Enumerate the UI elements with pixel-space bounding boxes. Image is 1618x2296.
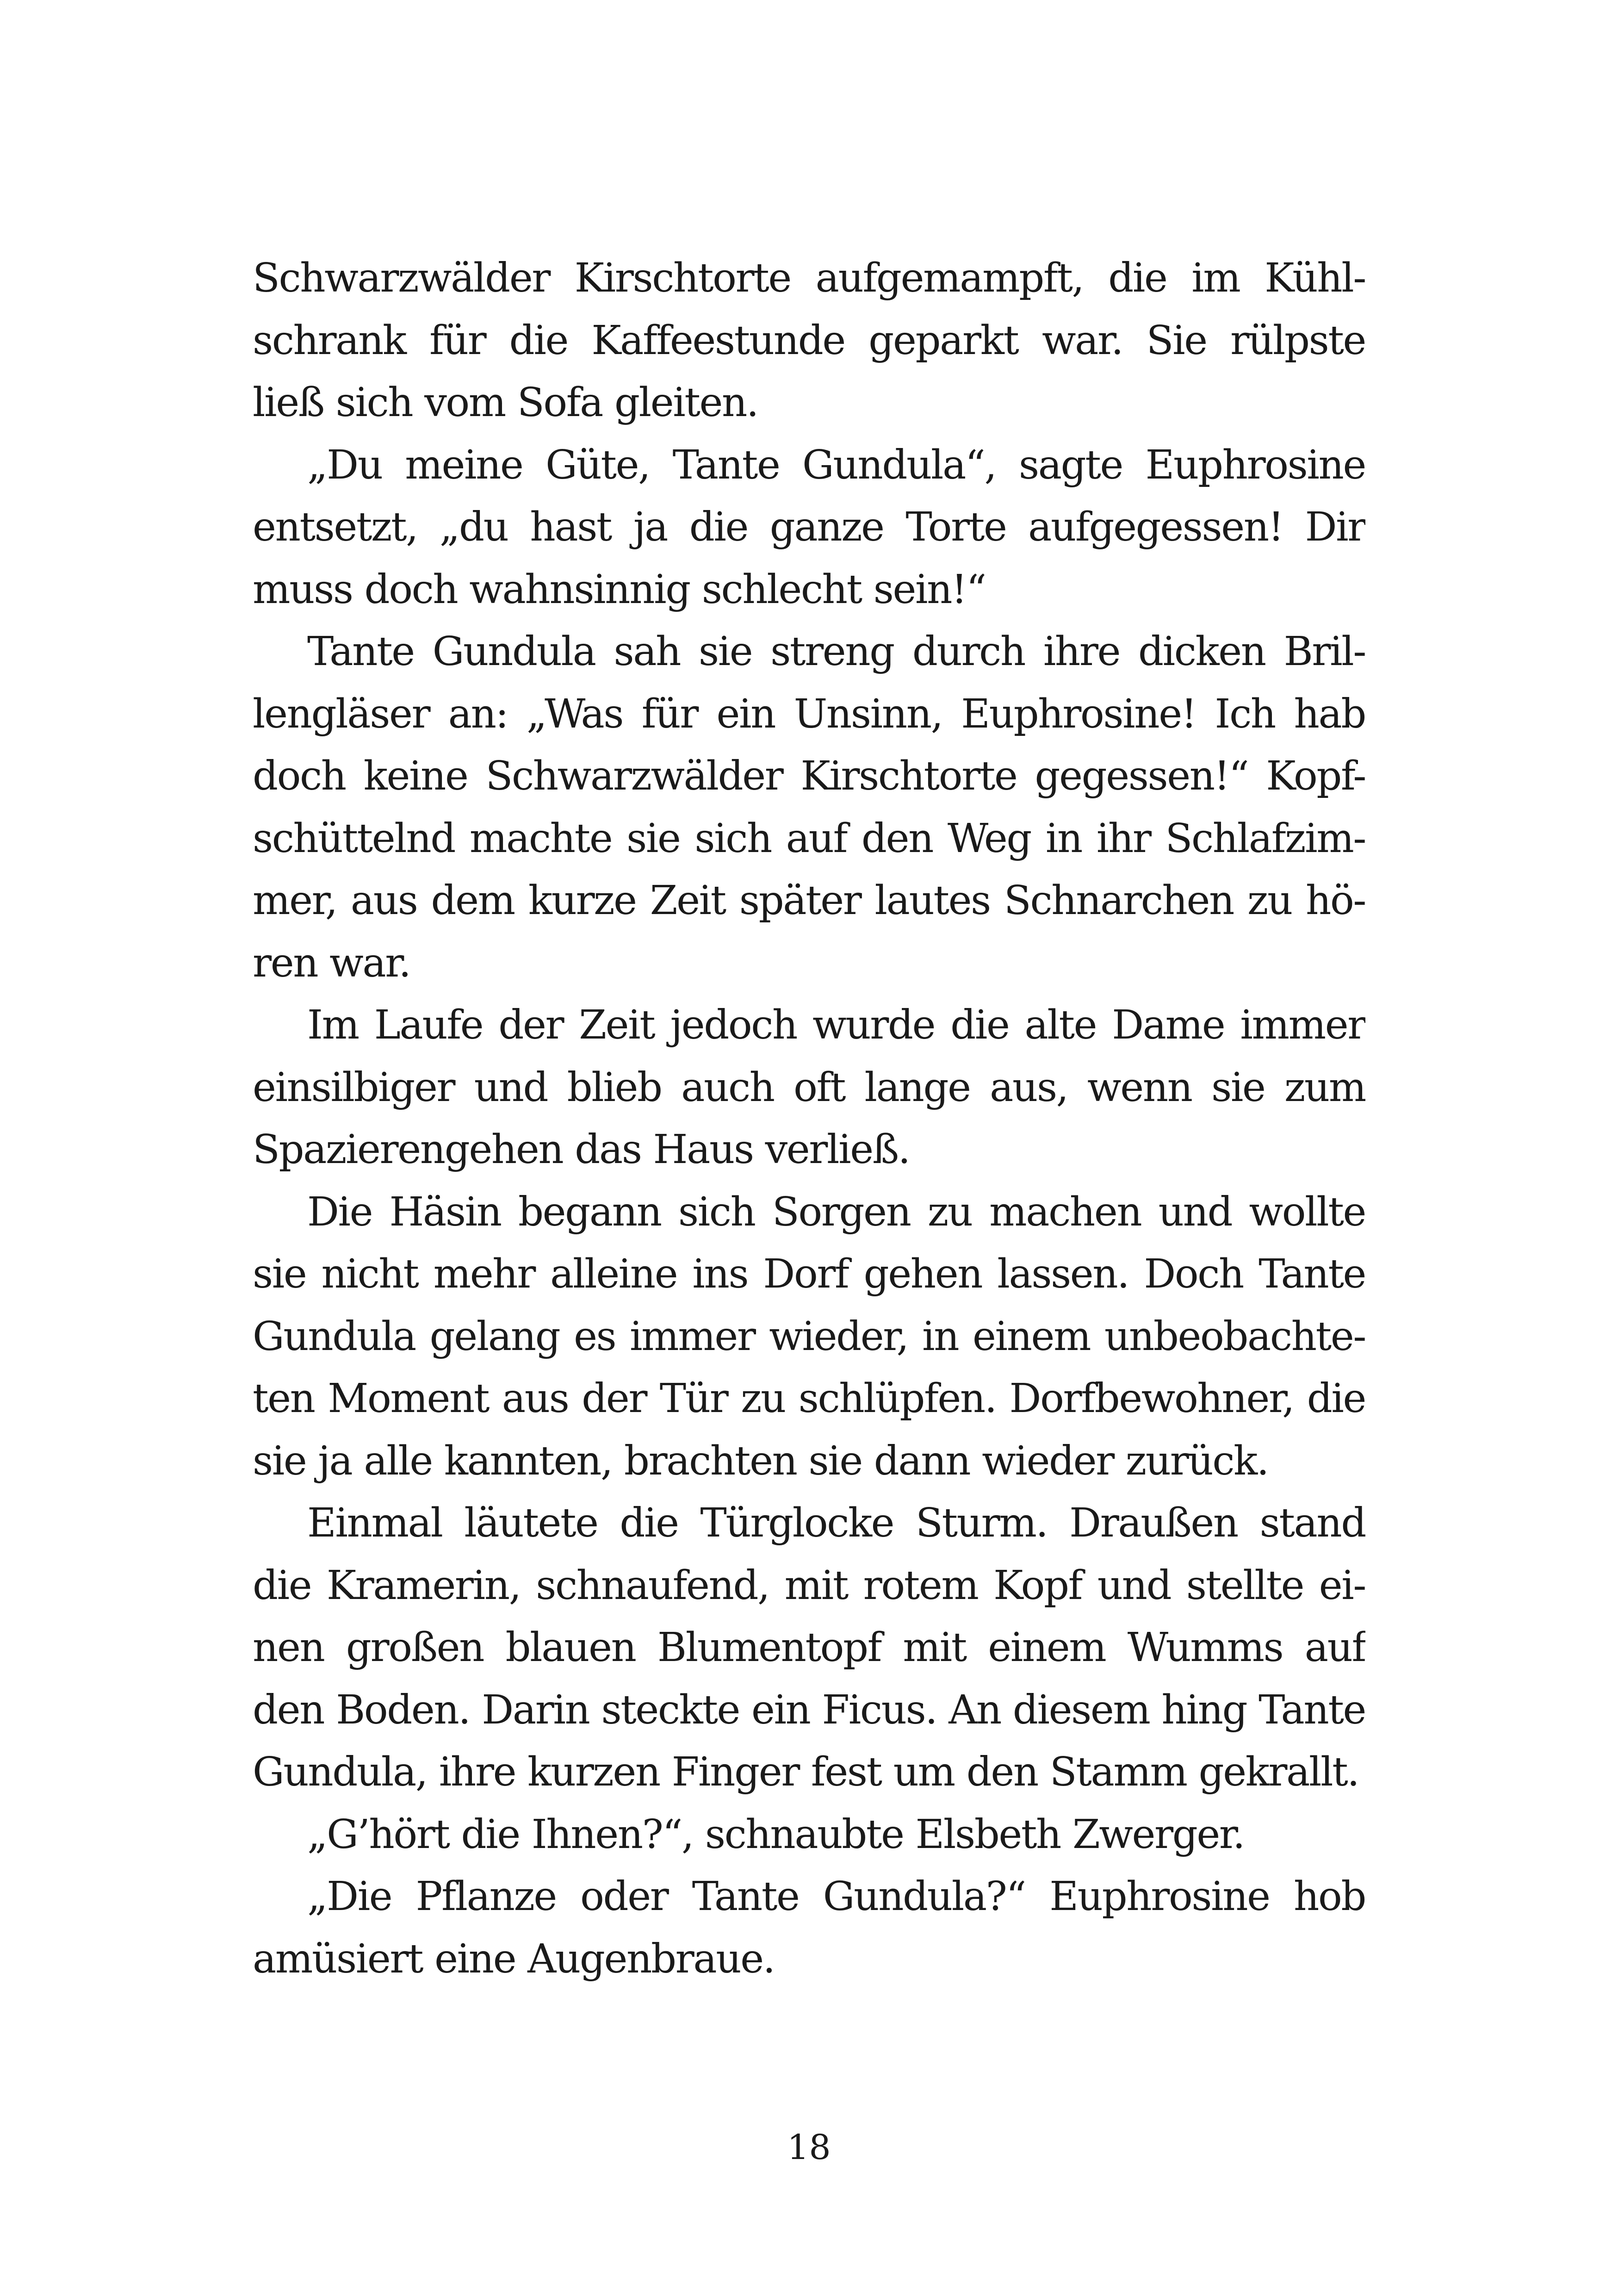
text-line: sie nicht mehr alleine ins Dorf gehen lassen. Doch Tante <box>253 1251 1365 1297</box>
text-line: Spazierengehen das Haus verließ. <box>253 1126 910 1173</box>
text-line: ten Moment aus der Tür zu schlüpfen. Dorfbewohner, die <box>253 1375 1365 1422</box>
text-line: doch keine Schwarzwälder Kirschtorte gegessen!“ Kopf- <box>253 753 1365 799</box>
text-line: den Boden. Darin steckte ein Ficus. An diesem hing Tante <box>253 1686 1365 1733</box>
text-line: lengläser an: „Was für ein Unsinn, Euphrosine! Ich hab <box>253 691 1365 737</box>
text-line: Gundula gelang es immer wieder, in einem unbeobachte- <box>253 1313 1365 1360</box>
text-line: mer, aus dem kurze Zeit später lautes Schnarchen zu hö- <box>253 877 1365 924</box>
body-text <box>253 247 1365 1990</box>
text-line: Einmal läutete die Türglocke Sturm. Draußen stand <box>307 1500 1365 1546</box>
text-line: ren war. <box>253 940 410 986</box>
text-line: entsetzt, „du hast ja die ganze Torte aufgegessen! Dir <box>253 504 1365 550</box>
text-line: nen großen blauen Blumentopf mit einem Wumms auf <box>253 1624 1365 1671</box>
text-line: muss doch wahnsinnig schlecht sein!“ <box>253 566 986 613</box>
text-line: amüsiert eine Augenbraue. <box>253 1935 775 1982</box>
page-number: 18 <box>787 2128 831 2167</box>
text-line: sie ja alle kannten, brachten sie dann wieder zurück. <box>253 1437 1268 1484</box>
text-line: Schwarzwälder Kirschtorte aufgemampft, die im Kühl- <box>253 255 1365 301</box>
text-line: einsilbiger und blieb auch oft lange aus, wenn sie zum <box>253 1064 1365 1111</box>
text-line: ließ sich vom Sofa gleiten. <box>253 380 758 426</box>
text-line: Die Häsin begann sich Sorgen zu machen und wollte <box>307 1188 1365 1235</box>
text-line: die Kramerin, schnaufend, mit rotem Kopf und stellte ei- <box>253 1562 1365 1609</box>
text-line: schrank für die Kaffeestunde geparkt war. Sie rülpste <box>253 317 1365 364</box>
text-line: Tante Gundula sah sie streng durch ihre dicken Bril- <box>307 628 1365 675</box>
text-line: schüttelnd machte sie sich auf den Weg in ihr Schlafzim- <box>253 815 1365 862</box>
text-line: „G’hört die Ihnen?“, schnaubte Elsbeth Zwerger. <box>307 1811 1245 1858</box>
text-line: Gundula, ihre kurzen Finger fest um den Stamm gekrallt. <box>253 1749 1359 1795</box>
text-line: „Du meine Güte, Tante Gundula“, sagte Euphrosine <box>307 442 1365 488</box>
text-line: „Die Pflanze oder Tante Gundula?“ Euphrosine hob <box>307 1873 1365 1920</box>
text-line: Im Laufe der Zeit jedoch wurde die alte Dame immer <box>307 1002 1365 1048</box>
